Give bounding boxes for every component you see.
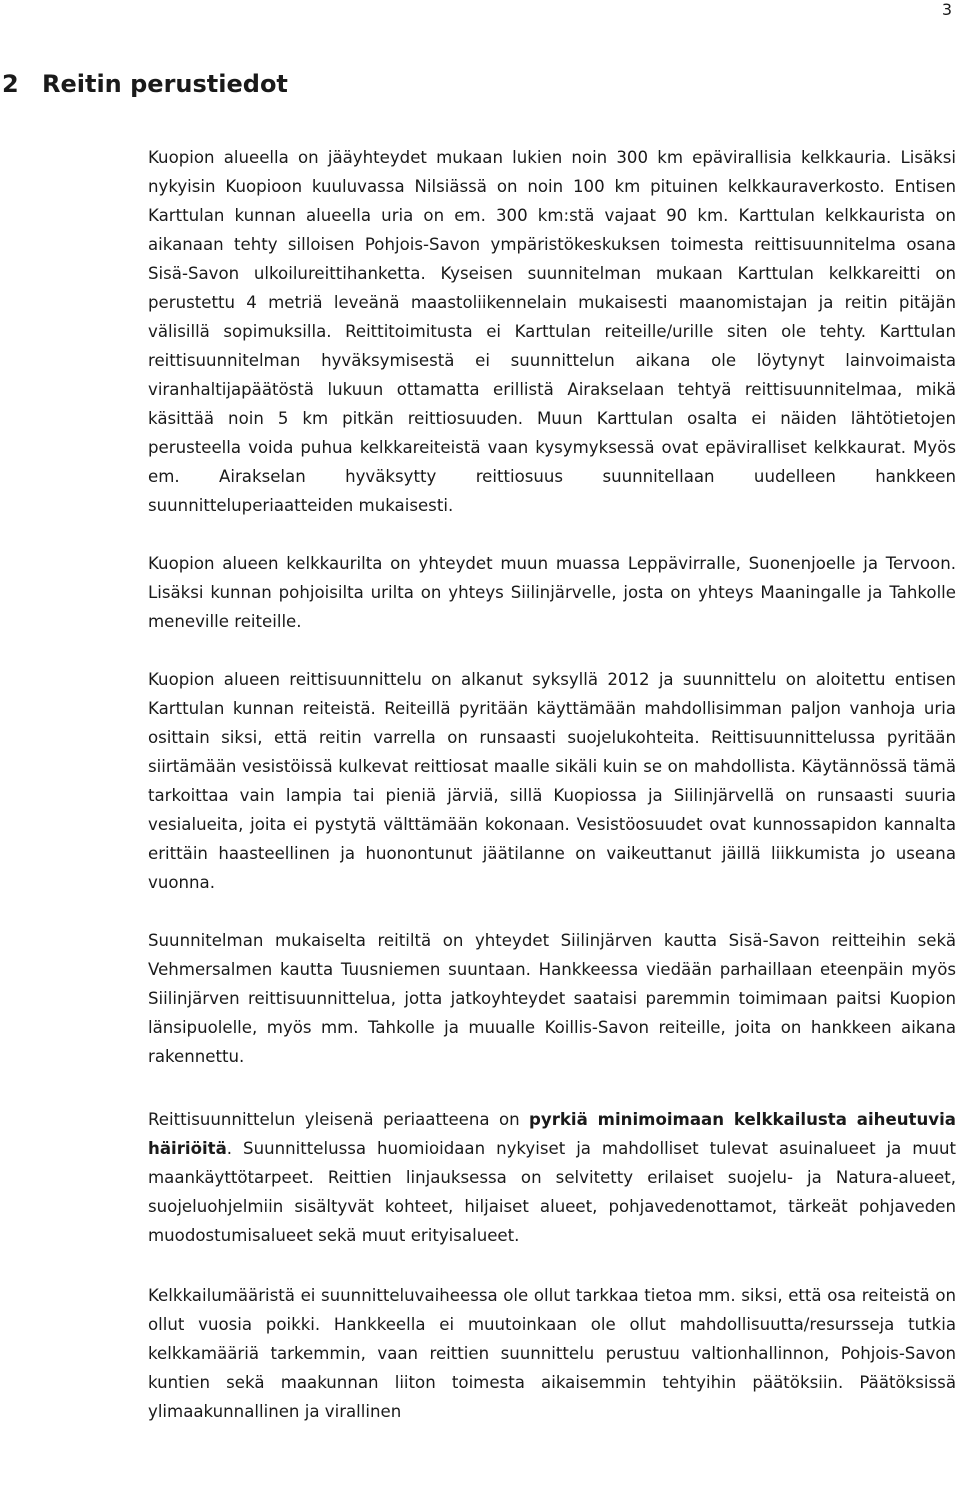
paragraph-snowmobile-volumes: Kelkkailumääristä ei suunnitteluvaiheessa ole ollut tarkkaa tietoa mm. siksi, että osa reiteistä on ollut vuosia poikki. Hankkeella ei muutoinkaan ole ollut mahdollisuutta/resursseja tutkia kelkkamääriä tarkemmin, vaan reittien suunnittelu perustuu valtionhallinnon, Pohjois-Savon kuntien sekä maakunnan liiton toimesta aikaisemmin tehtyihin päätöksiin. Päätöksissä ylimaakunnallinen ja virallinen [148,1286,956,1421]
paragraph-principles [148,1105,956,1250]
paragraph-planning-start: Kuopion alueen reittisuunnittelu on alkanut syksyllä 2012 ja suunnittelu on aloitettu entisen Karttulan kunnan reiteistä. Reiteillä pyritään käyttämään mahdollisimman paljon vanhoja uria osittain siksi, että reitin varrella on runsaasti suojelukohteita. Reittisuunnittelussa pyritään siirtämään vesistöissä kulkevat reittiosat maalle sikäli kuin se on mahdollista. Käytännössä tämä tarkoittaa vain lampia tai pieniä järviä, sillä Kuopiossa ja Siilinjärvellä on runsaasti suuria vesialueita, joita ei pystytä välttämään kokonaan. Vesistöosuudet ovat kunnossapidon kannalta erittäin haasteellinen ja huonontunut jäätilanne on vaikeuttanut jäillä liikkumista jo useana vuonna. [148,670,956,892]
paragraph-planned-connections: Suunnitelman mukaiselta reitiltä on yhteydet Siilinjärven kautta Sisä-Savon reitteihin sekä Vehmersalmen kautta Tuusniemen suuntaan. Hankkeessa viedään parhaillaan eteenpäin myös Siilinjärven reittisuunnittelua, jotta jatkoyhteydet saataisi paremmin toimimaan paitsi Kuopion länsipuolelle, myös mm. Tahkolle ja muualle Koillis-Savon reiteille, joita on hankkeen aikana rakennettu. [148,931,956,1066]
page-number: 3 [941,0,952,19]
section-title: Reitin perustiedot [42,70,288,98]
principles-emphasis: pyrkiä minimoimaan kelkkailusta aiheutuvia häiriöitä [148,1110,956,1158]
paragraph-connections: Kuopion alueen kelkkaurilta on yhteydet muun muassa Leppävirralle, Suonenjoelle ja Tervoon. Lisäksi kunnan pohjoisilta urilta on yhteys Siilinjärvelle, josta on yhteys Maaningalle ja Tahkolle meneville reiteille. [148,554,956,631]
body-text [148,143,956,1426]
principles-rest: . Suunnittelussa huomioidaan nykyiset ja mahdolliset tulevat asuinalueet ja muut maankäyttötarpeet. Reittien linjauksessa on selvitetty erilaiset suojelu- ja Natura-alueet, suojeluohjelmiin sisältyvät kohteet, hiljaiset alueet, pohjavedenottamot, tärkeät pohjaveden muodostumisalueet sekä muut erityisalueet. [148,1139,956,1245]
paragraph-existing-routes: Kuopion alueella on jääyhteydet mukaan lukien noin 300 km epävirallisia kelkkauria. Lisäksi nykyisin Kuopioon kuuluvassa Nilsiässä on noin 100 km pituinen kelkkauraverkosto. Entisen Karttulan kunnan alueella uria on em. 300 km:stä vajaat 90 km. Karttulan kelkkaurista on aikanaan tehty silloisen Pohjois-Savon ympäristökeskuksen toimesta reittisuunnitelma osana Sisä-Savon ulkoilureittihanketta. Kyseisen suunnitelman mukaan Karttulan kelkkareitti on perustettu 4 metriä leveänä maastoliikennelain mukaisesti maanomistajan ja reitin pitäjän välisillä sopimuksilla. Reittitoimitusta ei Karttulan reiteille/urille siten ole tehty. Karttulan reittisuunnitelman hyväksymisestä ei suunnittelun aikana ole löytynyt lainvoimaista viranhaltijapäätöstä lukuun ottamatta erillistä Airakselaan tehtyä reittisuunnitelmaa, mikä käsittää noin 5 km pitkän reittiosuuden. Muun Karttulan osalta ei näiden lähtötietojen perusteella voida puhua kelkkareiteistä vaan kysymyksessä ovat epäviralliset kelkkaurat. Myös em. Airakselan hyväksytty reittiosuus suunnitellaan uudelleen hankkeen suunnitteluperiaatteiden mukaisesti. [148,148,956,515]
principles-intro: Reittisuunnittelun yleisenä periaatteena on [148,1110,529,1129]
section-number: 2 [2,70,19,98]
section-heading [2,68,288,100]
